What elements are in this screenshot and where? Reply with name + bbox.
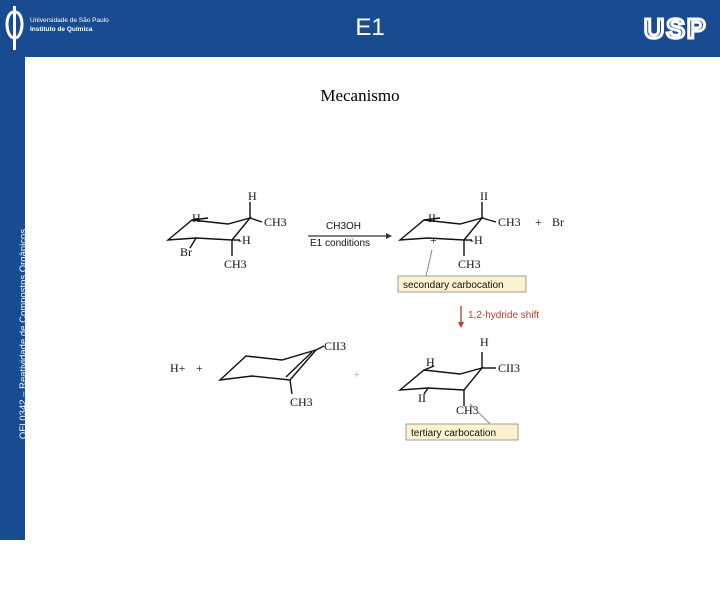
atom-h-top: H [248,189,257,203]
atom-ch3-bottom: CH3 [224,257,247,271]
tertiary-carbocation-molecule [400,352,496,406]
reagent-top: CH3OH [326,221,362,232]
page-number: 37 [4,580,13,589]
atom-ch3-secondary: CH3 [498,215,521,229]
back-arrow-glyph: + [354,370,360,381]
atom-neg-h: -H [238,233,251,247]
reagent-bottom: E1 conditions [310,238,371,249]
shift-label: 1,2-hydride shift [468,310,540,321]
header-bar [0,0,720,57]
carbocation-charge: + [430,233,437,247]
atom-h-tertiary-left: H [426,355,435,369]
atom-neg-h-secondary: -H [470,233,483,247]
atom-ii-top: II [480,189,488,203]
shift-arrowhead [458,322,464,328]
usp-emblem-icon [2,4,28,52]
plus-sign: + [535,215,542,229]
sidebar [0,57,29,589]
atom-ch3-tertiary: CH3 [456,403,479,417]
secondary-pointer [426,250,432,276]
plus-sign-bottom: + [196,361,203,375]
secondary-label: secondary carbocation [403,280,504,291]
alkene-product-molecule [220,346,324,394]
atom-ch3-secondary-bottom: CH3 [458,257,481,271]
bromide-ion: Br [552,215,564,229]
atom-ch3-top: CH3 [264,215,287,229]
institute-name: Instituto de Química [30,26,93,33]
atom-h-left: H [192,211,201,225]
proton: H+ [170,361,186,375]
slide-title: E1 [355,14,385,41]
course-label: QFL0342 – Reatividade de Compostos Orgânicos [18,228,29,440]
reaction-arrowhead [386,233,392,239]
atom-ii-left: II [428,211,436,225]
atom-ch3-alkene: CH3 [290,395,313,409]
slide-subtitle: Mecanismo [320,86,400,105]
tertiary-label: tertiary carbocation [411,428,497,439]
university-logo [2,4,112,52]
mechanism-figure [150,180,590,450]
atom-cii3-top: CII3 [324,339,346,353]
atom-ii-tertiary: II [418,391,426,405]
atom-br: Br [180,245,192,259]
atom-h-tertiary: H [480,335,489,349]
secondary-carbocation-molecule [400,202,496,256]
usp-logo-text: USP [644,13,708,44]
atom-cii3-tertiary: CII3 [498,361,520,375]
university-name: Universidade de São Paulo [30,17,109,24]
usp-logo [640,10,710,44]
